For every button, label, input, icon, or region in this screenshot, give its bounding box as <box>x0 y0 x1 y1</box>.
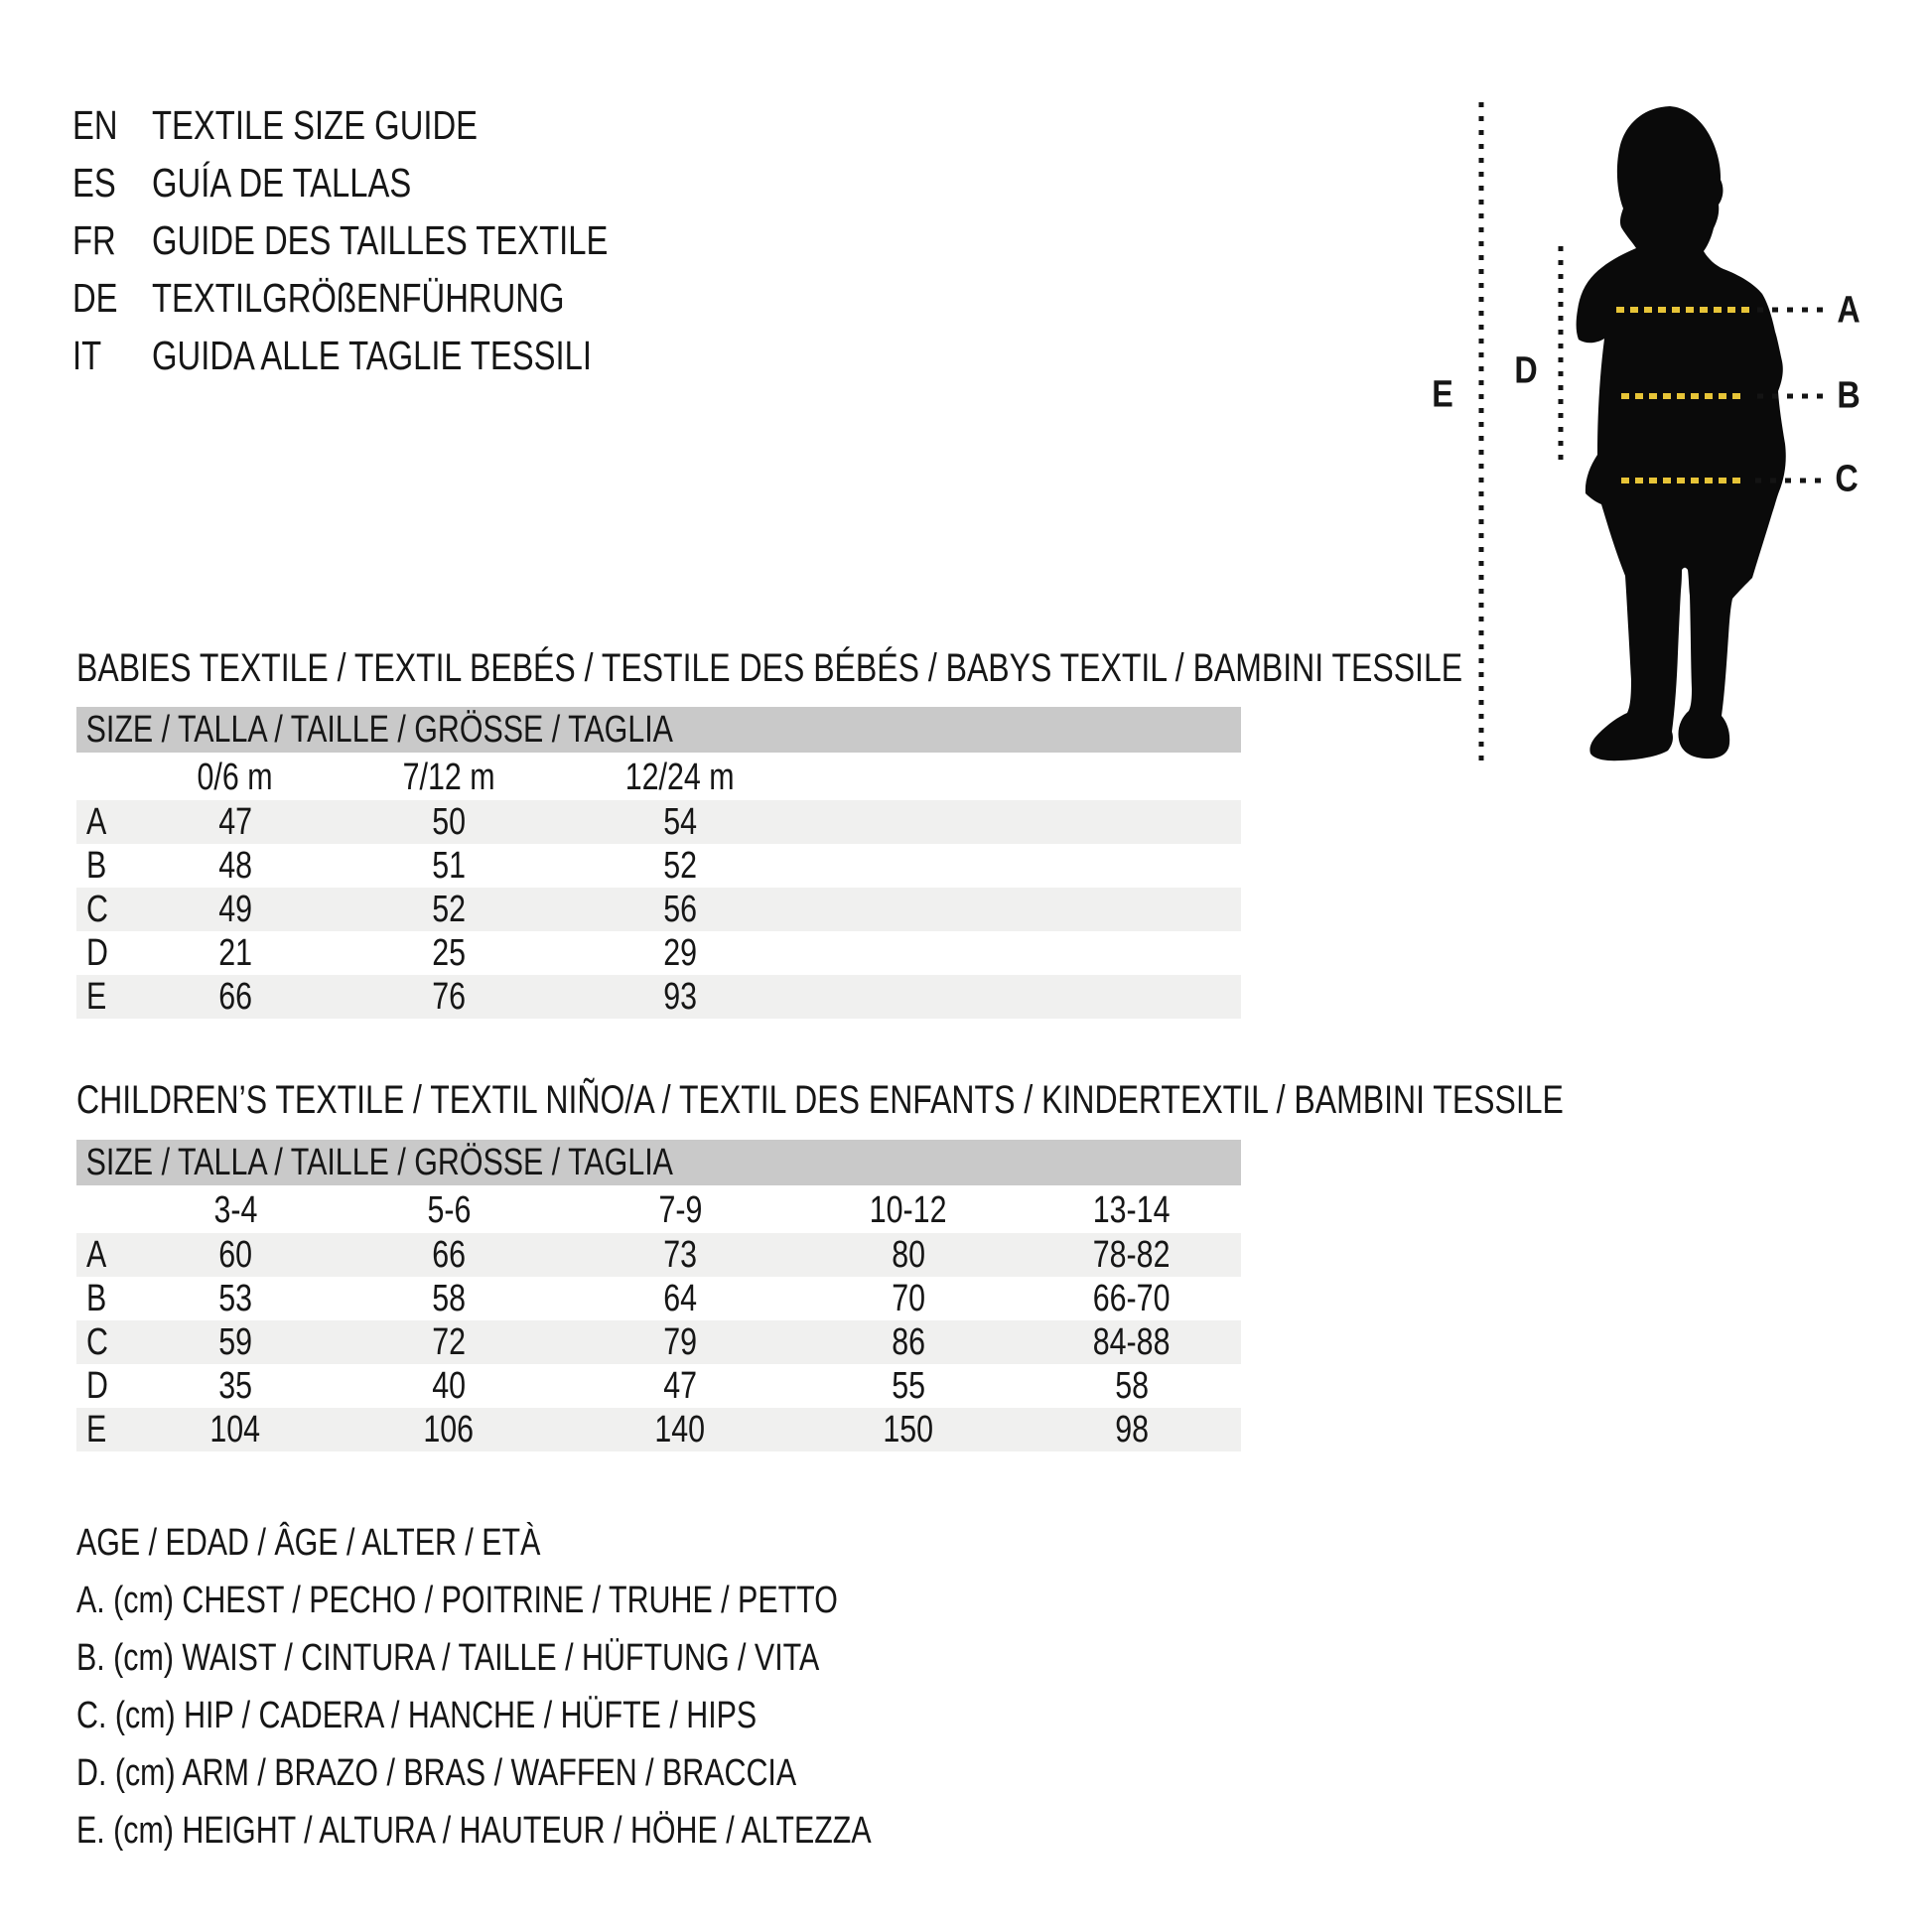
cell-value: 93 <box>663 976 697 1018</box>
cell-value: 58 <box>432 1278 466 1319</box>
cell-value: 84-88 <box>1093 1321 1171 1363</box>
row-label: C <box>86 1321 108 1363</box>
marker-chest-a: A <box>1837 289 1861 332</box>
cell-value: 80 <box>892 1234 925 1276</box>
language-guide-title: TEXTILE SIZE GUIDE <box>152 102 479 148</box>
cell-value: 47 <box>663 1365 697 1407</box>
row-label: D <box>86 932 108 974</box>
cell-value: 64 <box>663 1278 697 1319</box>
babies-section-title: BABIES TEXTILE / TEXTIL BEBÉS / TESTILE DES BÉBÉS / BABYS TEXTIL / BAMBINI TESSILE <box>76 646 1463 690</box>
cell-value: 59 <box>218 1321 252 1363</box>
legend-line-age: AGE / EDAD / ÂGE / ALTER / ETÀ <box>76 1522 541 1564</box>
language-code: ES <box>72 160 116 206</box>
column-header: 0/6 m <box>197 757 274 798</box>
row-label: A <box>86 1234 107 1276</box>
language-guide-title: GUÍA DE TALLAS <box>152 160 412 206</box>
marker-height-e: E <box>1432 373 1453 416</box>
cell-value: 78-82 <box>1093 1234 1171 1276</box>
cell-value: 86 <box>892 1321 925 1363</box>
column-header: 7/12 m <box>402 757 495 798</box>
column-header: 12/24 m <box>625 757 735 798</box>
table-row-e <box>76 1408 1241 1451</box>
legend-line-height: E. (cm) HEIGHT / ALTURA / HAUTEUR / HÖHE / ALTEZZA <box>76 1810 872 1852</box>
cell-value: 49 <box>218 889 252 930</box>
row-label: B <box>86 845 107 887</box>
table-row-c <box>76 888 1241 931</box>
legend-line-waist: B. (cm) WAIST / CINTURA / TAILLE / HÜFTUNG / VITA <box>76 1637 820 1679</box>
cell-value: 53 <box>218 1278 252 1319</box>
cell-value: 150 <box>883 1409 934 1450</box>
column-header: 3-4 <box>213 1189 257 1231</box>
row-label: E <box>86 1409 107 1450</box>
children-section-title: CHILDREN’S TEXTILE / TEXTIL NIÑO/A / TEXTIL DES ENFANTS / KINDERTEXTIL / BAMBINI TESSILE <box>76 1078 1564 1122</box>
column-header: 10-12 <box>870 1189 947 1231</box>
legend-line-arm: D. (cm) ARM / BRAZO / BRAS / WAFFEN / BRACCIA <box>76 1752 797 1794</box>
cell-value: 50 <box>432 801 466 843</box>
cell-value: 76 <box>432 976 466 1018</box>
cell-value: 21 <box>218 932 252 974</box>
marker-arm-d: D <box>1514 349 1538 392</box>
cell-value: 25 <box>432 932 466 974</box>
table-row-b <box>76 1277 1241 1320</box>
cell-value: 140 <box>654 1409 706 1450</box>
cell-value: 47 <box>218 801 252 843</box>
cell-value: 66 <box>218 976 252 1018</box>
language-code: DE <box>72 275 118 321</box>
children-size-header-bar: SIZE / TALLA / TAILLE / GRÖSSE / TAGLIA <box>76 1140 1241 1185</box>
row-label: E <box>86 976 107 1018</box>
row-label: B <box>86 1278 107 1319</box>
cell-value: 56 <box>663 889 697 930</box>
table-row-d <box>76 931 1241 975</box>
table-row-d <box>76 1364 1241 1408</box>
cell-value: 51 <box>432 845 466 887</box>
cell-value: 60 <box>218 1234 252 1276</box>
marker-hip-c: C <box>1835 458 1859 500</box>
table-row-e <box>76 975 1241 1019</box>
language-code: EN <box>72 102 118 148</box>
row-label: D <box>86 1365 108 1407</box>
marker-waist-b: B <box>1837 374 1861 417</box>
table-row-b <box>76 844 1241 888</box>
table-row-c <box>76 1320 1241 1364</box>
column-header: 5-6 <box>427 1189 471 1231</box>
language-guide-title: TEXTILGRÖßENFÜHRUNG <box>152 275 565 321</box>
cell-value: 73 <box>663 1234 697 1276</box>
column-header: 13-14 <box>1093 1189 1171 1231</box>
table-row-a <box>76 800 1241 844</box>
cell-value: 52 <box>432 889 466 930</box>
table-row-a <box>76 1233 1241 1277</box>
cell-value: 66 <box>432 1234 466 1276</box>
children-column-headers <box>76 1187 1241 1233</box>
cell-value: 48 <box>218 845 252 887</box>
cell-value: 35 <box>218 1365 252 1407</box>
legend-line-hip: C. (cm) HIP / CADERA / HANCHE / HÜFTE / HIPS <box>76 1695 758 1736</box>
cell-value: 29 <box>663 932 697 974</box>
babies-column-headers <box>76 755 1241 800</box>
cell-value: 79 <box>663 1321 697 1363</box>
language-guide-title: GUIDA ALLE TAGLIE TESSILI <box>152 333 593 378</box>
cell-value: 55 <box>892 1365 925 1407</box>
language-code: IT <box>72 333 102 378</box>
cell-value: 106 <box>423 1409 475 1450</box>
cell-value: 98 <box>1115 1409 1149 1450</box>
language-code: FR <box>72 217 116 263</box>
cell-value: 52 <box>663 845 697 887</box>
cell-value: 40 <box>432 1365 466 1407</box>
cell-value: 54 <box>663 801 697 843</box>
cell-value: 66-70 <box>1093 1278 1171 1319</box>
column-header: 7-9 <box>658 1189 702 1231</box>
cell-value: 58 <box>1115 1365 1149 1407</box>
row-label: A <box>86 801 107 843</box>
babies-size-header-bar: SIZE / TALLA / TAILLE / GRÖSSE / TAGLIA <box>76 707 1241 753</box>
cell-value: 70 <box>892 1278 925 1319</box>
cell-value: 72 <box>432 1321 466 1363</box>
row-label: C <box>86 889 108 930</box>
language-guide-title: GUIDE DES TAILLES TEXTILE <box>152 217 609 263</box>
legend-line-chest: A. (cm) CHEST / PECHO / POITRINE / TRUHE / PETTO <box>76 1580 838 1621</box>
cell-value: 104 <box>209 1409 261 1450</box>
